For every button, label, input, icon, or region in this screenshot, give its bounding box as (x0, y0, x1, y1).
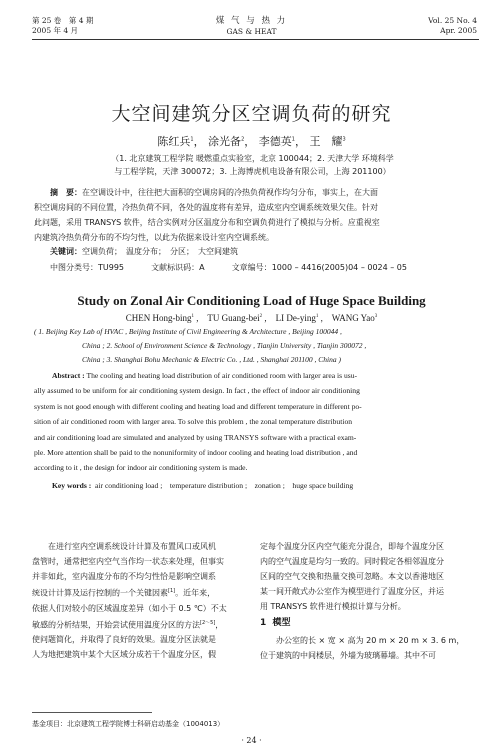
authors-cn: 陈红兵$^1$， 涂光备$^2$， 李德英$^1$， 王 耀$^3$ (157, 135, 346, 148)
abstract-cn-line2: 积空调房间的不同位置，冷热负荷不同，各处的温度将有差异，造成室内空调系统效果欠佳。针对 (34, 203, 378, 212)
body-right-line6: 办公室的长 × 宽 × 高为 20 m × 20 m × 3. 6 m， (260, 636, 465, 645)
header-rule (32, 39, 479, 40)
author-en-2-sup: 2 (259, 314, 263, 319)
abstract-cn (34, 185, 476, 245)
article-no-label: 文章编号： (231, 263, 272, 272)
funding-footnote: 基金项目：北京建筑工程学院博士科研启动基金（1004013） (32, 720, 225, 728)
author-4: 王 耀 (309, 135, 343, 148)
section-number: 1 (260, 618, 267, 628)
keywords-en-label: Key words : (52, 481, 92, 490)
affiliation-cn-line2: 与工程学院，天津 300072；3. 上海博虎机电设备有限公司，上海 201100） (114, 167, 391, 176)
body-left-line4-text: 统设计计算及运行控制的一个关键因素 (32, 588, 168, 598)
affiliation-en-line2: China ; 2. School of Environment Science & Technology , Tianjin University , Tianjin 300072 , (82, 341, 367, 350)
author-3-sup: 1 (291, 136, 295, 143)
abstract-en-line6: ple. More attention shall be paid to the nonuniformity of indoor cooling and heating load distribution , and (34, 448, 358, 458)
author-en-4: WANG Yao (331, 313, 375, 323)
journal-volume-en: Vol. 25 No. 4 (428, 16, 477, 25)
keywords-cn (50, 246, 470, 258)
abstract-en (34, 368, 478, 476)
body-right-line2: 内的空气温度是均匀一致的。同时假定各相邻温度分 (260, 557, 444, 566)
author-3: 李德英 (258, 135, 292, 148)
page-number: · 24 · (241, 736, 262, 745)
body-right-line7: 位于建筑的中间楼层，外墙为玻璃幕墙。其中不可 (260, 651, 436, 660)
abstract-en-line7: according to it , the design for indoor air conditioning system is made. (34, 463, 248, 473)
abstract-en-line5: and air conditioning load are simulated and analyzed by using TRANSYS software with a practical exam- (34, 432, 357, 442)
journal-date-en: Apr. 2005 (440, 26, 477, 35)
abstract-en-line3: system is not good enough with different cooling and heating load and different temperature in different po- (34, 401, 362, 411)
footnote-rule (32, 712, 152, 713)
paper-title-cn: 大空间建筑分区空调负荷的研究 (111, 103, 392, 125)
abstract-cn-text1: 在空调设计中，往往把大面积的空调房间的冷热负荷视作均匀分布，事实上，在大面 (82, 188, 378, 197)
body-left-line4-tail: 。近年来， (175, 588, 216, 598)
authors-en: CHEN Hong-bing$^1$ , TU Guang-bei$^2$ , LI De-ying$^1$ , WANG Yao$^3$ (125, 313, 378, 323)
body-left-line6-text: 敏感的分析结果，开始尝试使用温度分区的方法 (32, 620, 200, 630)
classification-cn (50, 262, 470, 274)
author-en-4-sup: 3 (374, 314, 378, 319)
author-en-1-sup: 1 (191, 314, 195, 319)
body-left-line8: 人为地把建筑中某个大区域分成若干个温度分区，假 (32, 650, 216, 660)
author-1-sup: 1 (190, 136, 194, 143)
body-left-line5: 依据人们对较小的区域温度差异（如小于 0.5 ℃）不太 (32, 603, 227, 613)
keywords-cn-text: 空调负荷； 温度分布； 分区； 大空间建筑 (82, 247, 238, 256)
abstract-en-line4: sition of air conditioned room with larger area. To solve this problem , the zonal temperature distribution (34, 417, 353, 427)
affiliation-en-line1: ( 1. Beijing Key Lab of HVAC , Beijing Institute of Civil Engineering & Architecture , Beijing 100044 , (34, 327, 342, 336)
abstract-en-line2: ally assumed to be uniform for air conditioning system design. In fact , the effect of indoor air conditioning (34, 386, 360, 396)
affiliation-en (34, 325, 474, 367)
citation-ref-2-5: [2～5] (200, 619, 216, 626)
abstract-en-text1: The cooling and heating load distribution of air conditioned room with larger area is usu- (86, 371, 358, 380)
body-left-line3: 并非如此，室内温度分布的不均匀性恰是影响空调系 (32, 572, 216, 581)
body-right-line5: 用 TRANSYS 软件进行模拟计算与分析。 (260, 602, 406, 611)
body-left-column (32, 539, 247, 662)
author-en-1: CHEN Hong-bing (125, 313, 192, 323)
abstract-en-line1 (34, 368, 478, 383)
doc-code-label: 文献标识码： (151, 263, 200, 272)
body-left-line6-tail: ， (215, 620, 224, 630)
body-right-line3: 区间的空气交换和热量交换可忽略。本文以香港地区 (260, 572, 444, 581)
abstract-cn-line1 (34, 185, 476, 200)
journal-name-en: GAS & HEAT (226, 27, 277, 36)
body-right-line4: 某一间开敞式办公室作为模型进行了温度分区，并运 (260, 587, 444, 596)
keywords-cn-label: 关键词： (50, 247, 82, 256)
author-1: 陈红兵 (157, 135, 191, 148)
journal-name-cn: 煤 气 与 热 力 (215, 16, 288, 26)
affiliation-en-line3: China ; 3. Shanghai Bohu Mechanic & Electric Co. , Ltd. , Shanghai 201100 , China ) (82, 355, 342, 364)
author-en-3-sup: 1 (315, 314, 319, 319)
body-right-line1: 定每个温度分区内空气能充分混合，即每个温度分区 (260, 542, 444, 551)
keywords-en (34, 478, 496, 493)
section-title: 模型 (272, 618, 291, 628)
body-left-line4 (32, 584, 247, 601)
abstract-cn-line3: 此问题，采用 TRANSYS 软件，结合实例对分区温度分布和空调负荷进行了模拟与分析。应重视室 (34, 218, 380, 227)
affiliation-cn-line1: （1. 北京建筑工程学院 暖燃重点实验室，北京 100044；2. 天津大学 环境科学 (111, 154, 394, 163)
body-left-line7: 使问题简化，并取得了良好的效果。温度分区法就是 (32, 635, 216, 645)
journal-date: 2005 年 4 月 (32, 26, 79, 35)
author-2: 涂光备 (208, 135, 242, 148)
author-2-sup: 2 (241, 136, 245, 143)
body-right-column (260, 539, 477, 663)
paper-title-en: Study on Zonal Air Conditioning Load of Huge Space Building (77, 293, 426, 308)
section-heading (260, 616, 477, 631)
keywords-en-text: air conditioning load ; temperature distribution ; zonation ; huge space building (95, 481, 354, 490)
abstract-cn-label: 摘 要： (50, 188, 82, 197)
author-4-sup: 3 (342, 136, 346, 143)
article-no-value: 1000 – 4416(2005)04 – 0024 – 05 (271, 263, 407, 272)
abstract-cn-line4: 内建筑冷热负荷分布的不均匀性，以此为依据来设计室内空调系统。 (34, 233, 274, 242)
abstract-en-label: Abstract : (52, 371, 85, 380)
body-left-line1: 在进行室内空调系统设计计算及布置风口或风机 (48, 542, 216, 551)
citation-ref-1: [1] (168, 588, 176, 594)
clc-value: TU995 (98, 263, 125, 272)
body-left-line6 (32, 616, 247, 633)
author-en-2: TU Guang-bei (207, 313, 260, 323)
doc-code-value: A (199, 263, 205, 272)
clc-label: 中图分类号： (50, 263, 98, 272)
body-left-line2: 盘管时，通常把室内空气当作均一状态来处理，但事实 (32, 557, 224, 566)
journal-volume: 第 25 卷 第 4 期 (32, 16, 94, 25)
author-en-3: LI De-ying (275, 313, 316, 323)
